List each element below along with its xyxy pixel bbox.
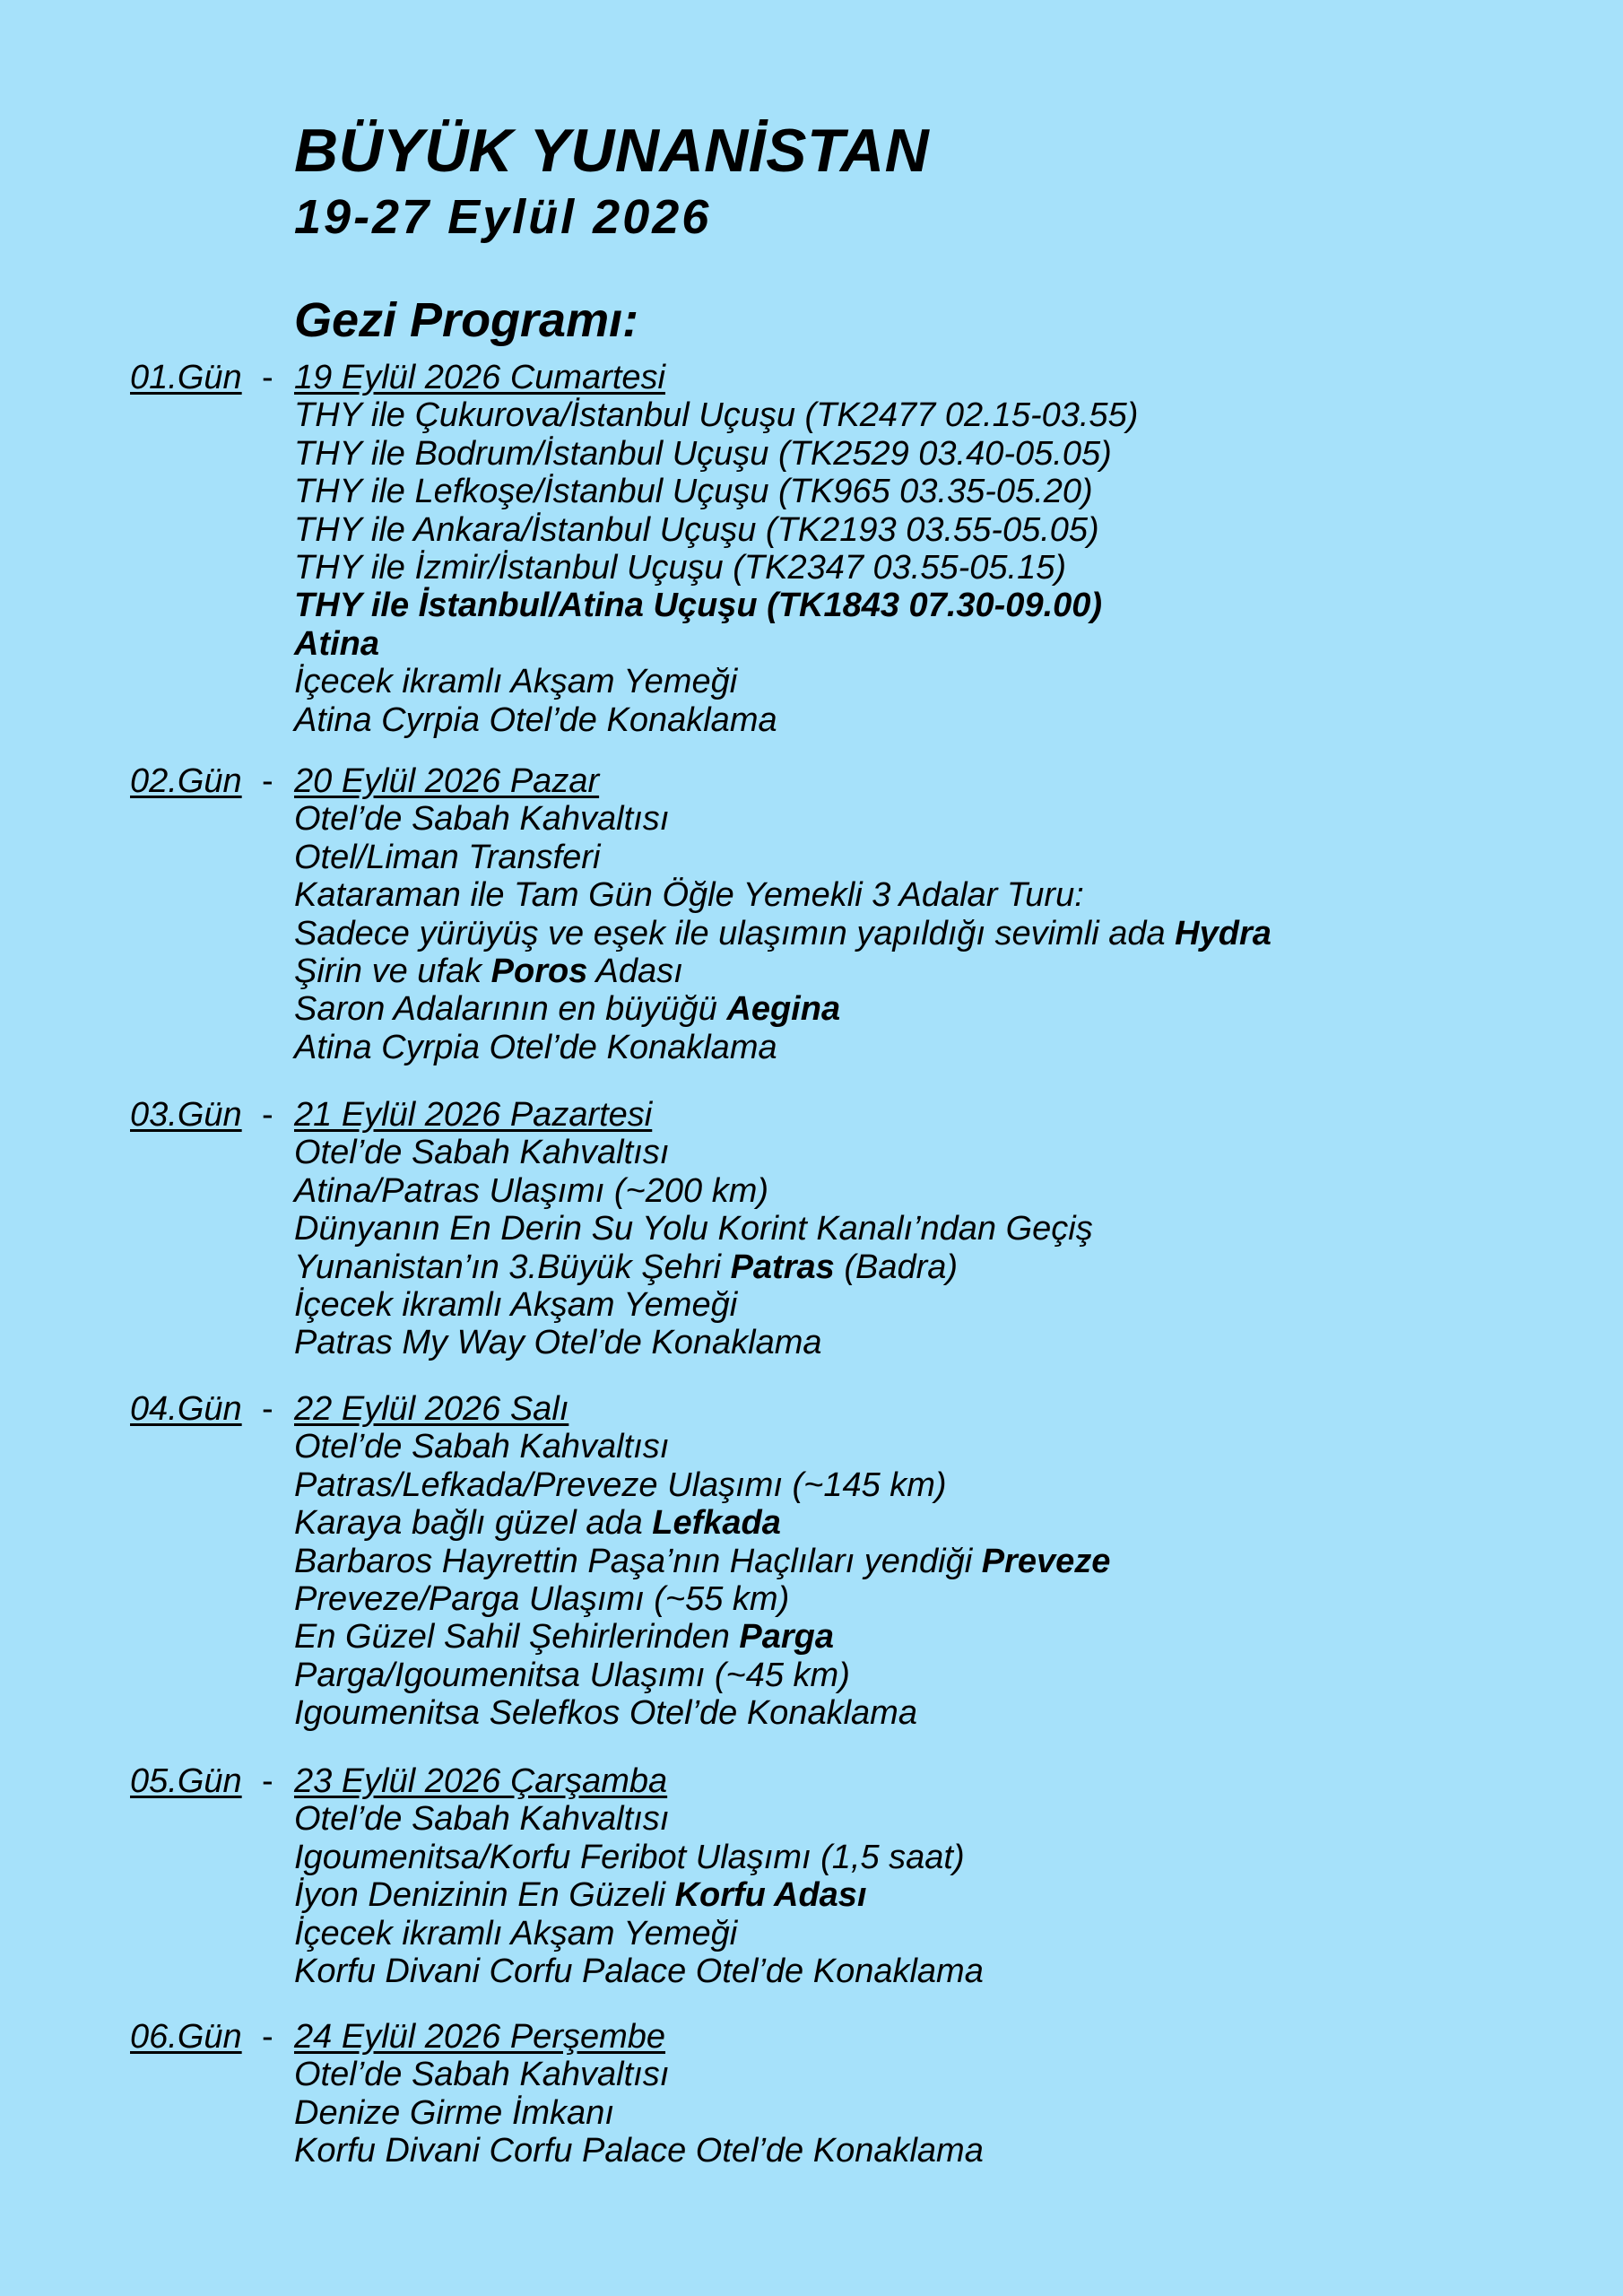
itinerary-line [294,1286,1093,1324]
day-lines [294,1390,1110,1733]
itinerary-line [294,625,1138,663]
itinerary-line [294,1800,984,1838]
line-text: Otel’de Sabah Kahvaltısı [294,800,670,839]
itinerary-line [294,1839,984,1876]
program-heading: Gezi Programı: [294,293,639,347]
day-dash: - [262,762,273,800]
line-text: Korfu Divani Corfu Palace Otel’de Konaklama [294,2132,984,2170]
itinerary-line [294,1952,984,1990]
day-date: 21 Eylül 2026 Pazartesi [294,1096,653,1134]
itinerary-line [294,952,1271,990]
itinerary-line [294,435,1138,473]
day-dash: - [262,1390,273,1428]
highlight-text: Atina [294,624,379,663]
line-text: Otel’de Sabah Kahvaltısı [294,1800,670,1839]
line-text: Parga/Igoumenitsa Ulaşımı (~45 km) [294,1656,850,1694]
line-text: THY ile Çukurova/İstanbul Uçuşu (TK2477 02.15-03.55) [294,396,1139,435]
itinerary-line [294,1580,1110,1618]
highlight-text: Parga [739,1618,835,1657]
tour-dates: 19-27 Eylül 2026 [294,190,712,244]
highlight-text: Hydra [1175,914,1271,952]
itinerary-line [294,2094,984,2132]
day-lines [294,1096,1093,1362]
line-text: Igoumenitsa Selefkos Otel’de Konaklama [294,1694,917,1733]
itinerary-line [294,396,1138,434]
day-label: 02.Gün [130,762,242,800]
line-text: THY ile Ankara/İstanbul Uçuşu (TK2193 03.55-05.05) [294,510,1099,549]
line-text: THY ile Bodrum/İstanbul Uçuşu (TK2529 03.40-05.05) [294,434,1112,473]
line-text: Preveze/Parga Ulaşımı (~55 km) [294,1579,790,1618]
day-lines [294,1762,984,1990]
itinerary-line [294,1504,1110,1542]
line-text: Kataraman ile Tam Gün Öğle Yemekli 3 Adalar Turu: [294,876,1084,915]
line-text: Atina Cyrpia Otel’de Konaklama [294,700,777,739]
day-label: 01.Gün [130,359,242,396]
highlight-text: THY ile İstanbul/Atina Uçuşu (TK1843 07.30-09.00) [294,587,1103,625]
line-text: Dünyanın En Derin Su Yolu Korint Kanalı’ndan Geçiş [294,1210,1093,1248]
itinerary-line [294,701,1138,739]
line-text: Patras/Lefkada/Preveze Ulaşımı (~145 km) [294,1465,947,1504]
itinerary-line [294,2132,984,2170]
highlight-text: Preveze [981,1542,1111,1580]
line-text: Adası [587,952,683,990]
line-text: Saron Adalarının en büyüğü [294,990,727,1029]
itinerary-line [294,511,1138,549]
highlight-text: Poros [490,952,588,990]
itinerary-line [294,839,1271,876]
itinerary-line [294,876,1271,914]
line-text: Karaya bağlı güzel ada [294,1504,653,1543]
itinerary-line [294,587,1138,624]
itinerary-line [294,1876,984,1914]
itinerary-line [294,1694,1110,1732]
day-dash: - [262,359,273,396]
itinerary-line [294,1543,1110,1580]
line-text: İyon Denizinin En Güzeli [294,1876,675,1915]
line-text: Otel/Liman Transferi [294,838,601,876]
day-label: 04.Gün [130,1390,242,1428]
day-lines [294,762,1271,1066]
itinerary-line [294,1466,1110,1504]
highlight-text: Lefkada [652,1504,781,1543]
highlight-text: Patras [730,1248,835,1286]
itinerary-line [294,1248,1093,1286]
line-text: (Badra) [834,1248,959,1286]
day-date: 19 Eylül 2026 Cumartesi [294,359,665,396]
day-label: 06.Gün [130,2018,242,2056]
day-date: 24 Eylül 2026 Perşembe [294,2018,666,2056]
line-text: İçecek ikramlı Akşam Yemeği [294,1914,738,1952]
day-dash: - [262,1762,273,1800]
day-label: 03.Gün [130,1096,242,1134]
day-lines [294,2018,984,2170]
itinerary-line [294,1428,1110,1465]
itinerary-line [294,663,1138,700]
day-lines [294,359,1138,739]
line-text: THY ile Lefkoşe/İstanbul Uçuşu (TK965 03.35-05.20) [294,473,1093,511]
line-text: Igoumenitsa/Korfu Feribot Ulaşımı (1,5 saat) [294,1838,965,1876]
line-text: Otel’de Sabah Kahvaltısı [294,2056,670,2094]
itinerary-line [294,800,1271,838]
itinerary-line [294,1324,1093,1361]
line-text: Otel’de Sabah Kahvaltısı [294,1134,670,1172]
day-label: 05.Gün [130,1762,242,1800]
line-text: İçecek ikramlı Akşam Yemeği [294,1285,738,1324]
day-date: 22 Eylül 2026 Salı [294,1390,569,1428]
line-text: İçecek ikramlı Akşam Yemeği [294,663,738,701]
day-date: 20 Eylül 2026 Pazar [294,762,600,800]
tour-title: BÜYÜK YUNANİSTAN [294,117,930,185]
line-text: THY ile İzmir/İstanbul Uçuşu (TK2347 03.55-05.15) [294,548,1067,587]
line-text: Yunanistan’ın 3.Büyük Şehri [294,1248,731,1286]
itinerary-line [294,915,1271,952]
line-text: Atina/Patras Ulaşımı (~200 km) [294,1171,769,1210]
line-text: Sadece yürüyüş ve eşek ile ulaşımın yapıldığı sevimli ada [294,914,1176,952]
line-text: Denize Girme İmkanı [294,2093,614,2132]
itinerary-line [294,2056,984,2093]
line-text: Patras My Way Otel’de Konaklama [294,1324,822,1362]
itinerary-line [294,1618,1110,1656]
itinerary-line [294,1172,1093,1210]
itinerary-line [294,1657,1110,1694]
highlight-text: Aegina [726,990,841,1029]
itinerary-line [294,1134,1093,1171]
highlight-text: Korfu Adası [674,1876,867,1915]
itinerary-line [294,990,1271,1028]
line-text: Korfu Divani Corfu Palace Otel’de Konaklama [294,1952,984,1990]
itinerary-line [294,1029,1271,1066]
day-dash: - [262,1096,273,1134]
day-dash: - [262,2018,273,2056]
line-text: En Güzel Sahil Şehirlerinden [294,1618,740,1657]
line-text: Atina Cyrpia Otel’de Konaklama [294,1028,777,1066]
itinerary-line [294,549,1138,587]
itinerary-line [294,1915,984,1952]
itinerary-line [294,473,1138,510]
day-date: 23 Eylül 2026 Çarşamba [294,1762,668,1800]
line-text: Barbaros Hayrettin Paşa’nın Haçlıları yendiği [294,1542,982,1580]
line-text: Otel’de Sabah Kahvaltısı [294,1428,670,1466]
itinerary-line [294,1210,1093,1248]
line-text: Şirin ve ufak [294,952,491,990]
